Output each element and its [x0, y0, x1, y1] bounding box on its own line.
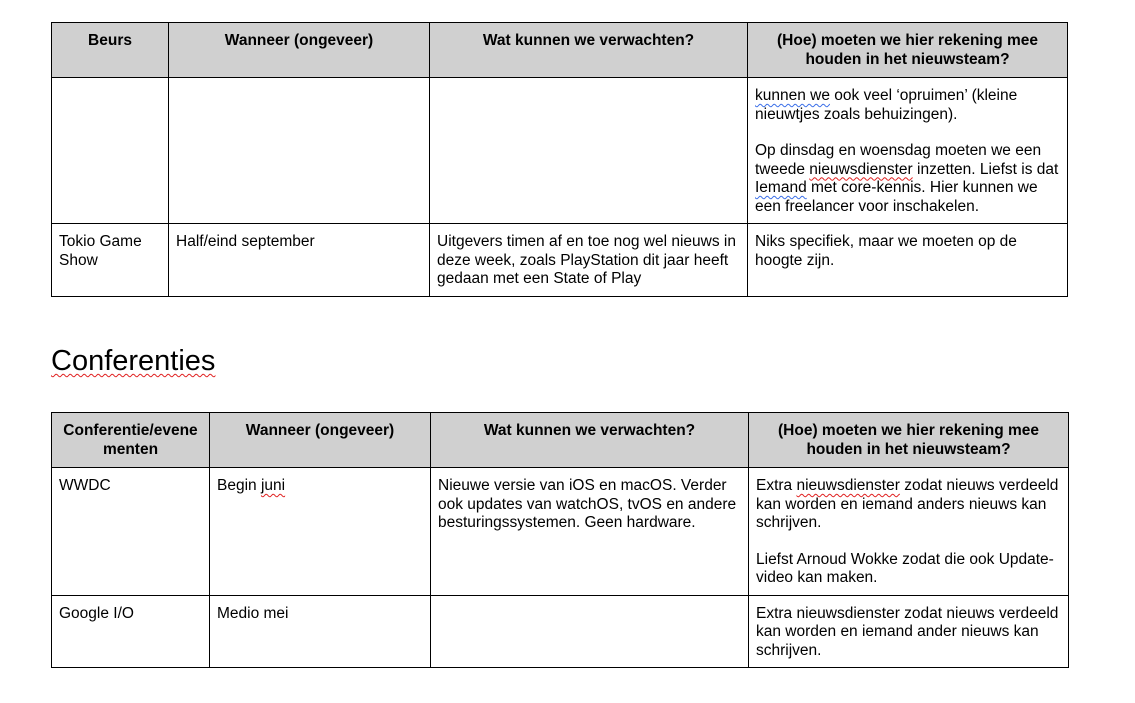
cell-text: Op dinsdag en woensdag moeten we een tweede [755, 142, 1042, 178]
cell-text: Extra [756, 477, 797, 494]
spelling-flagged-text: nieuwsdienster [796, 477, 900, 494]
table-cell: Google I/O [52, 595, 210, 668]
cell-paragraph: Liefst Arnoud Wokke zodat die ook Update-video kan maken. [756, 550, 1054, 586]
table-cell: Extra nieuwsdienster zodat nieuws verdeeld kan worden en iemand ander nieuws kan schrijven. [749, 595, 1069, 668]
table-cell [52, 78, 169, 224]
header-wanneer: Wanneer (ongeveer) [169, 23, 430, 78]
header-conferentie: Conferentie/evenementen [52, 413, 210, 468]
cell-paragraph [755, 142, 1060, 216]
cell-text: inzetten. Liefst is dat [912, 160, 1059, 178]
header-wanneer: Wanneer (ongeveer) [210, 413, 431, 468]
header-beurs: Beurs [52, 23, 169, 78]
table-cell [430, 78, 748, 224]
cell-paragraph [756, 477, 1061, 533]
cell-text: met core-kennis. Hier kunnen we een freelancer voor inschakelen. [755, 179, 1038, 215]
conferenties-table [51, 412, 1069, 668]
spelling-flagged-text: juni [260, 477, 286, 494]
cell-paragraph [755, 87, 1060, 124]
cell-text: ook veel ‘opruimen’ (kleine nieuwtjes zoals behuizingen). [755, 87, 1018, 123]
header-rekening: (Hoe) moeten we hier rekening mee houden in het nieuwsteam? [748, 23, 1068, 78]
header-verwachten: Wat kunnen we verwachten? [430, 23, 748, 78]
table-cell: WWDC [52, 468, 210, 596]
table-header-row [52, 413, 1069, 468]
table-cell: Half/eind september [169, 224, 430, 297]
table-cell [748, 78, 1068, 224]
table-cell: Uitgevers timen af en toe nog wel nieuws in deze week, zoals PlayStation dit jaar heeft gedaan met een State of Play [430, 224, 748, 297]
header-verwachten: Wat kunnen we verwachten? [431, 413, 749, 468]
table-cell [210, 468, 431, 596]
table-row [52, 78, 1068, 224]
table-header-row [52, 23, 1068, 78]
table-row [52, 468, 1069, 596]
table-cell [749, 468, 1069, 596]
table-cell: Niks specifiek, maar we moeten op de hoogte zijn. [748, 224, 1068, 297]
table-cell [169, 78, 430, 224]
table-cell [431, 595, 749, 668]
grammar-flagged-text: kunnen we [755, 87, 830, 104]
spelling-flagged-text: nieuwsdienster [809, 160, 913, 178]
table-row [52, 224, 1068, 297]
cell-text: zodat nieuws verdeeld kan worden en iemand anders nieuws kan schrijven. [756, 477, 1059, 531]
table-cell: Medio mei [210, 595, 431, 668]
table-cell: Nieuwe versie van iOS en macOS. Verder ook updates van watchOS, tvOS en andere besturingssystemen. Geen hardware. [431, 468, 749, 596]
header-rekening: (Hoe) moeten we hier rekening mee houden in het nieuwsteam? [749, 413, 1069, 468]
table-row [52, 595, 1069, 668]
section-heading [51, 343, 215, 379]
spelling-flagged-text: Conferenties [51, 345, 216, 377]
beurs-table [51, 22, 1068, 297]
grammar-flagged-text: Iemand [755, 179, 807, 196]
table-cell: Tokio Game Show [52, 224, 169, 297]
cell-text: Begin [217, 477, 261, 494]
